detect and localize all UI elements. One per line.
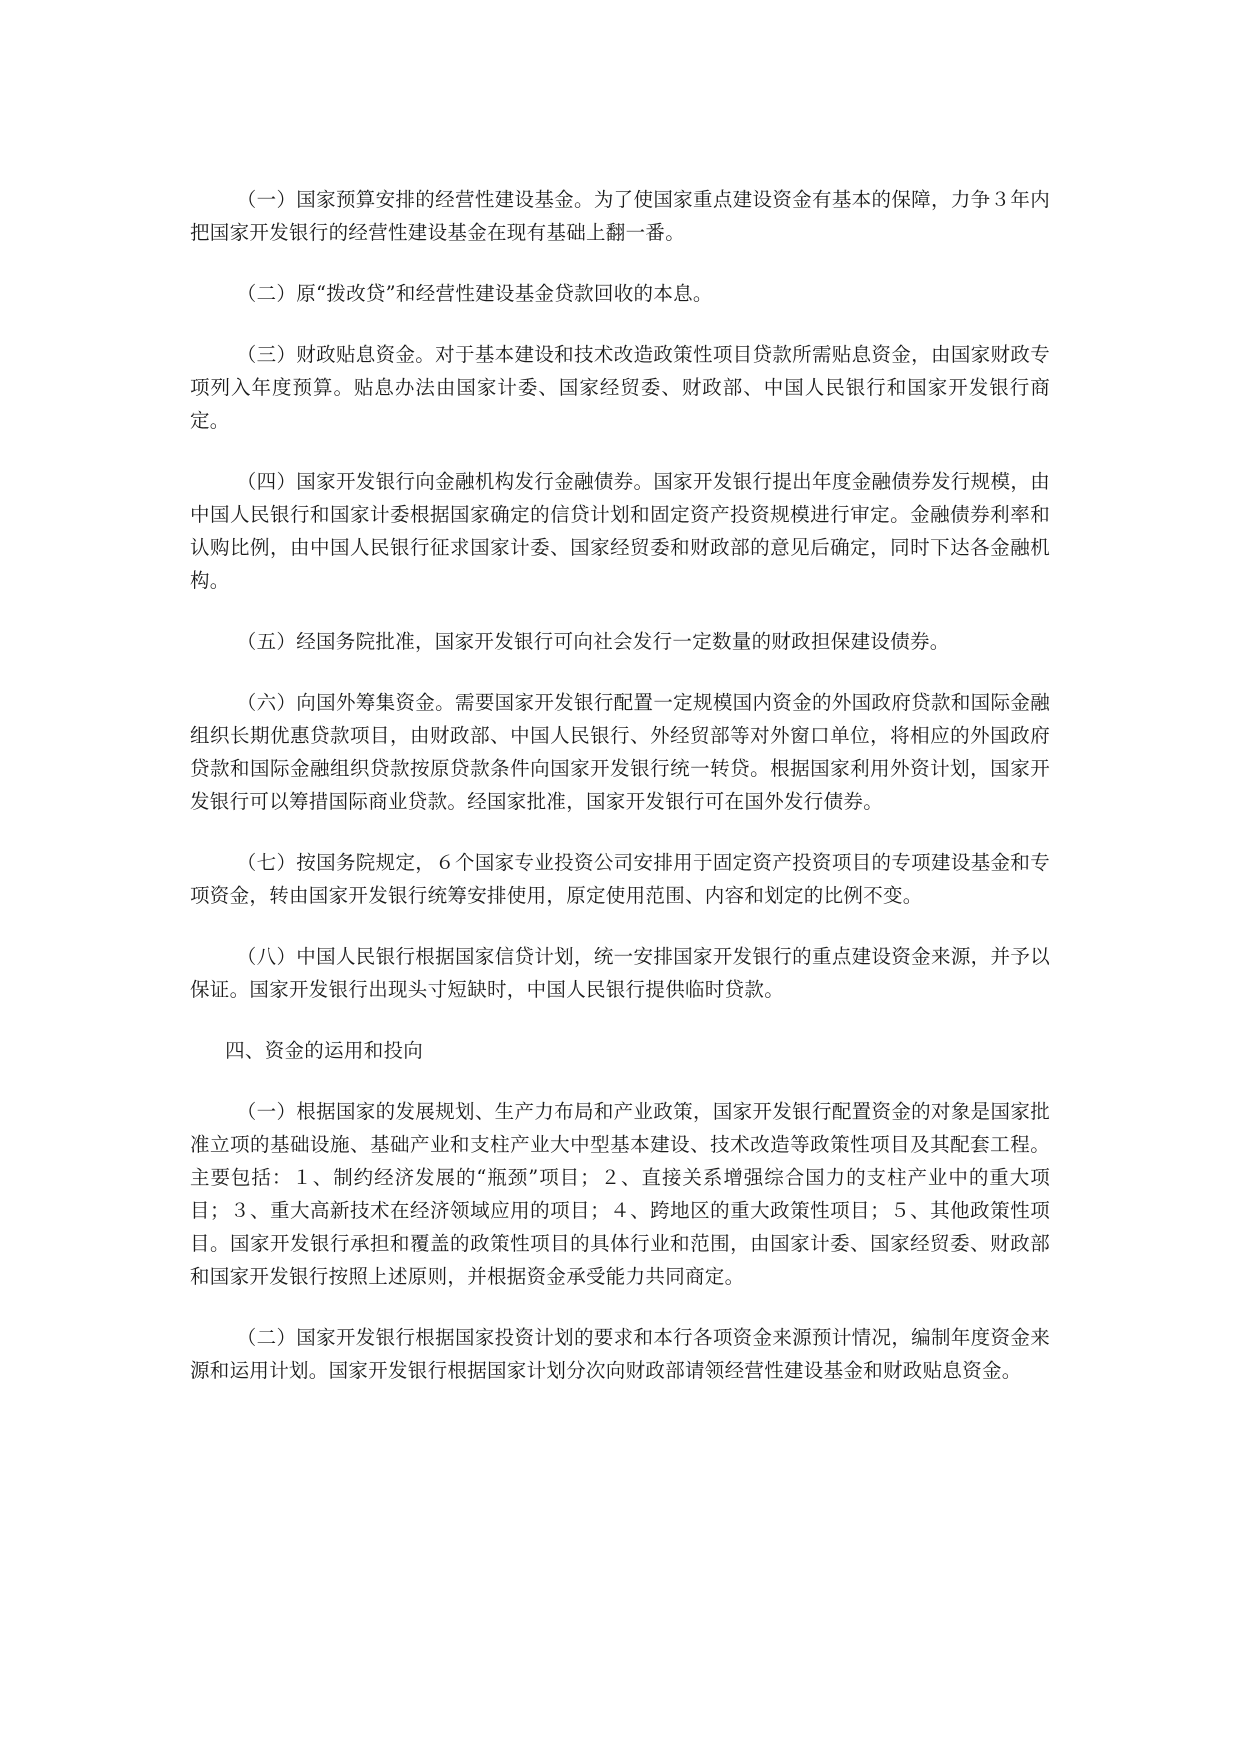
paragraph-2: （二）原“拨改贷”和经营性建设基金贷款回收的本息。 [236,282,713,305]
paragraph-6: （六）向国外筹集资金。需要国家开发银行配置一定规模国内资金的外国政府贷款和国际金融组织长期优惠贷款项目，由财政部、中国人民银行、外经贸部等对外窗口单位，将相应的外国政府贷款和国际金融组织贷款按原贷款条件向国家开发银行统一转贷。根据国家利用外资计划，国家开发银行可以筹措国际商业贷款。经国家批准，国家开发银行可在国外发行债券。 [190,691,1050,813]
paragraph-7: （七）按国务院规定，６个国家专业投资公司安排用于固定资产投资项目的专项建设基金和专项资金，转由国家开发银行统筹安排使用，原定使用范围、内容和划定的比例不变。 [190,851,1050,907]
document-body [190,183,1050,1415]
section-paragraph-1: （一）根据国家的发展规划、生产力布局和产业政策，国家开发银行配置资金的对象是国家批准立项的基础设施、基础产业和支柱产业大中型基本建设、技术改造等政策性项目及其配套工程。主要包括：１、制约经济发展的“瓶颈”项目；２、直接关系增强综合国力的支柱产业中的重大项目；３、重大高新技术在经济领域应用的项目；４、跨地区的重大政策性项目；５、其他政策性项目。国家开发银行承担和覆盖的政策性项目的具体行业和范围，由国家计委、国家经贸委、财政部和国家开发银行按照上述原则，并根据资金承受能力共同商定。 [190,1100,1050,1288]
section-paragraph-2: （二）国家开发银行根据国家投资计划的要求和本行各项资金来源预计情况，编制年度资金来源和运用计划。国家开发银行根据国家计划分次向财政部请领经营性建设基金和财政贴息资金。 [190,1326,1050,1382]
paragraph-5: （五）经国务院批准，国家开发银行可向社会发行一定数量的财政担保建设债券。 [236,630,950,653]
paragraph-1: （一）国家预算安排的经营性建设基金。为了使国家重点建设资金有基本的保障，力争３年内把国家开发银行的经营性建设基金在现有基础上翻一番。 [190,188,1050,244]
paragraph-3: （三）财政贴息资金。对于基本建设和技术改造政策性项目贷款所需贴息资金，由国家财政专项列入年度预算。贴息办法由国家计委、国家经贸委、财政部、中国人民银行和国家开发银行商定。 [190,343,1050,432]
section-heading: 四、资金的运用和投向 [225,1039,424,1062]
paragraph-8: （八）中国人民银行根据国家信贷计划，统一安排国家开发银行的重点建设资金来源，并予以保证。国家开发银行出现头寸短缺时，中国人民银行提供临时贷款。 [190,945,1050,1001]
paragraph-4: （四）国家开发银行向金融机构发行金融债券。国家开发银行提出年度金融债券发行规模，由中国人民银行和国家计委根据国家确定的信贷计划和固定资产投资规模进行审定。金融债券利率和认购比例，由中国人民银行征求国家计委、国家经贸委和财政部的意见后确定，同时下达各金融机构。 [190,470,1050,592]
